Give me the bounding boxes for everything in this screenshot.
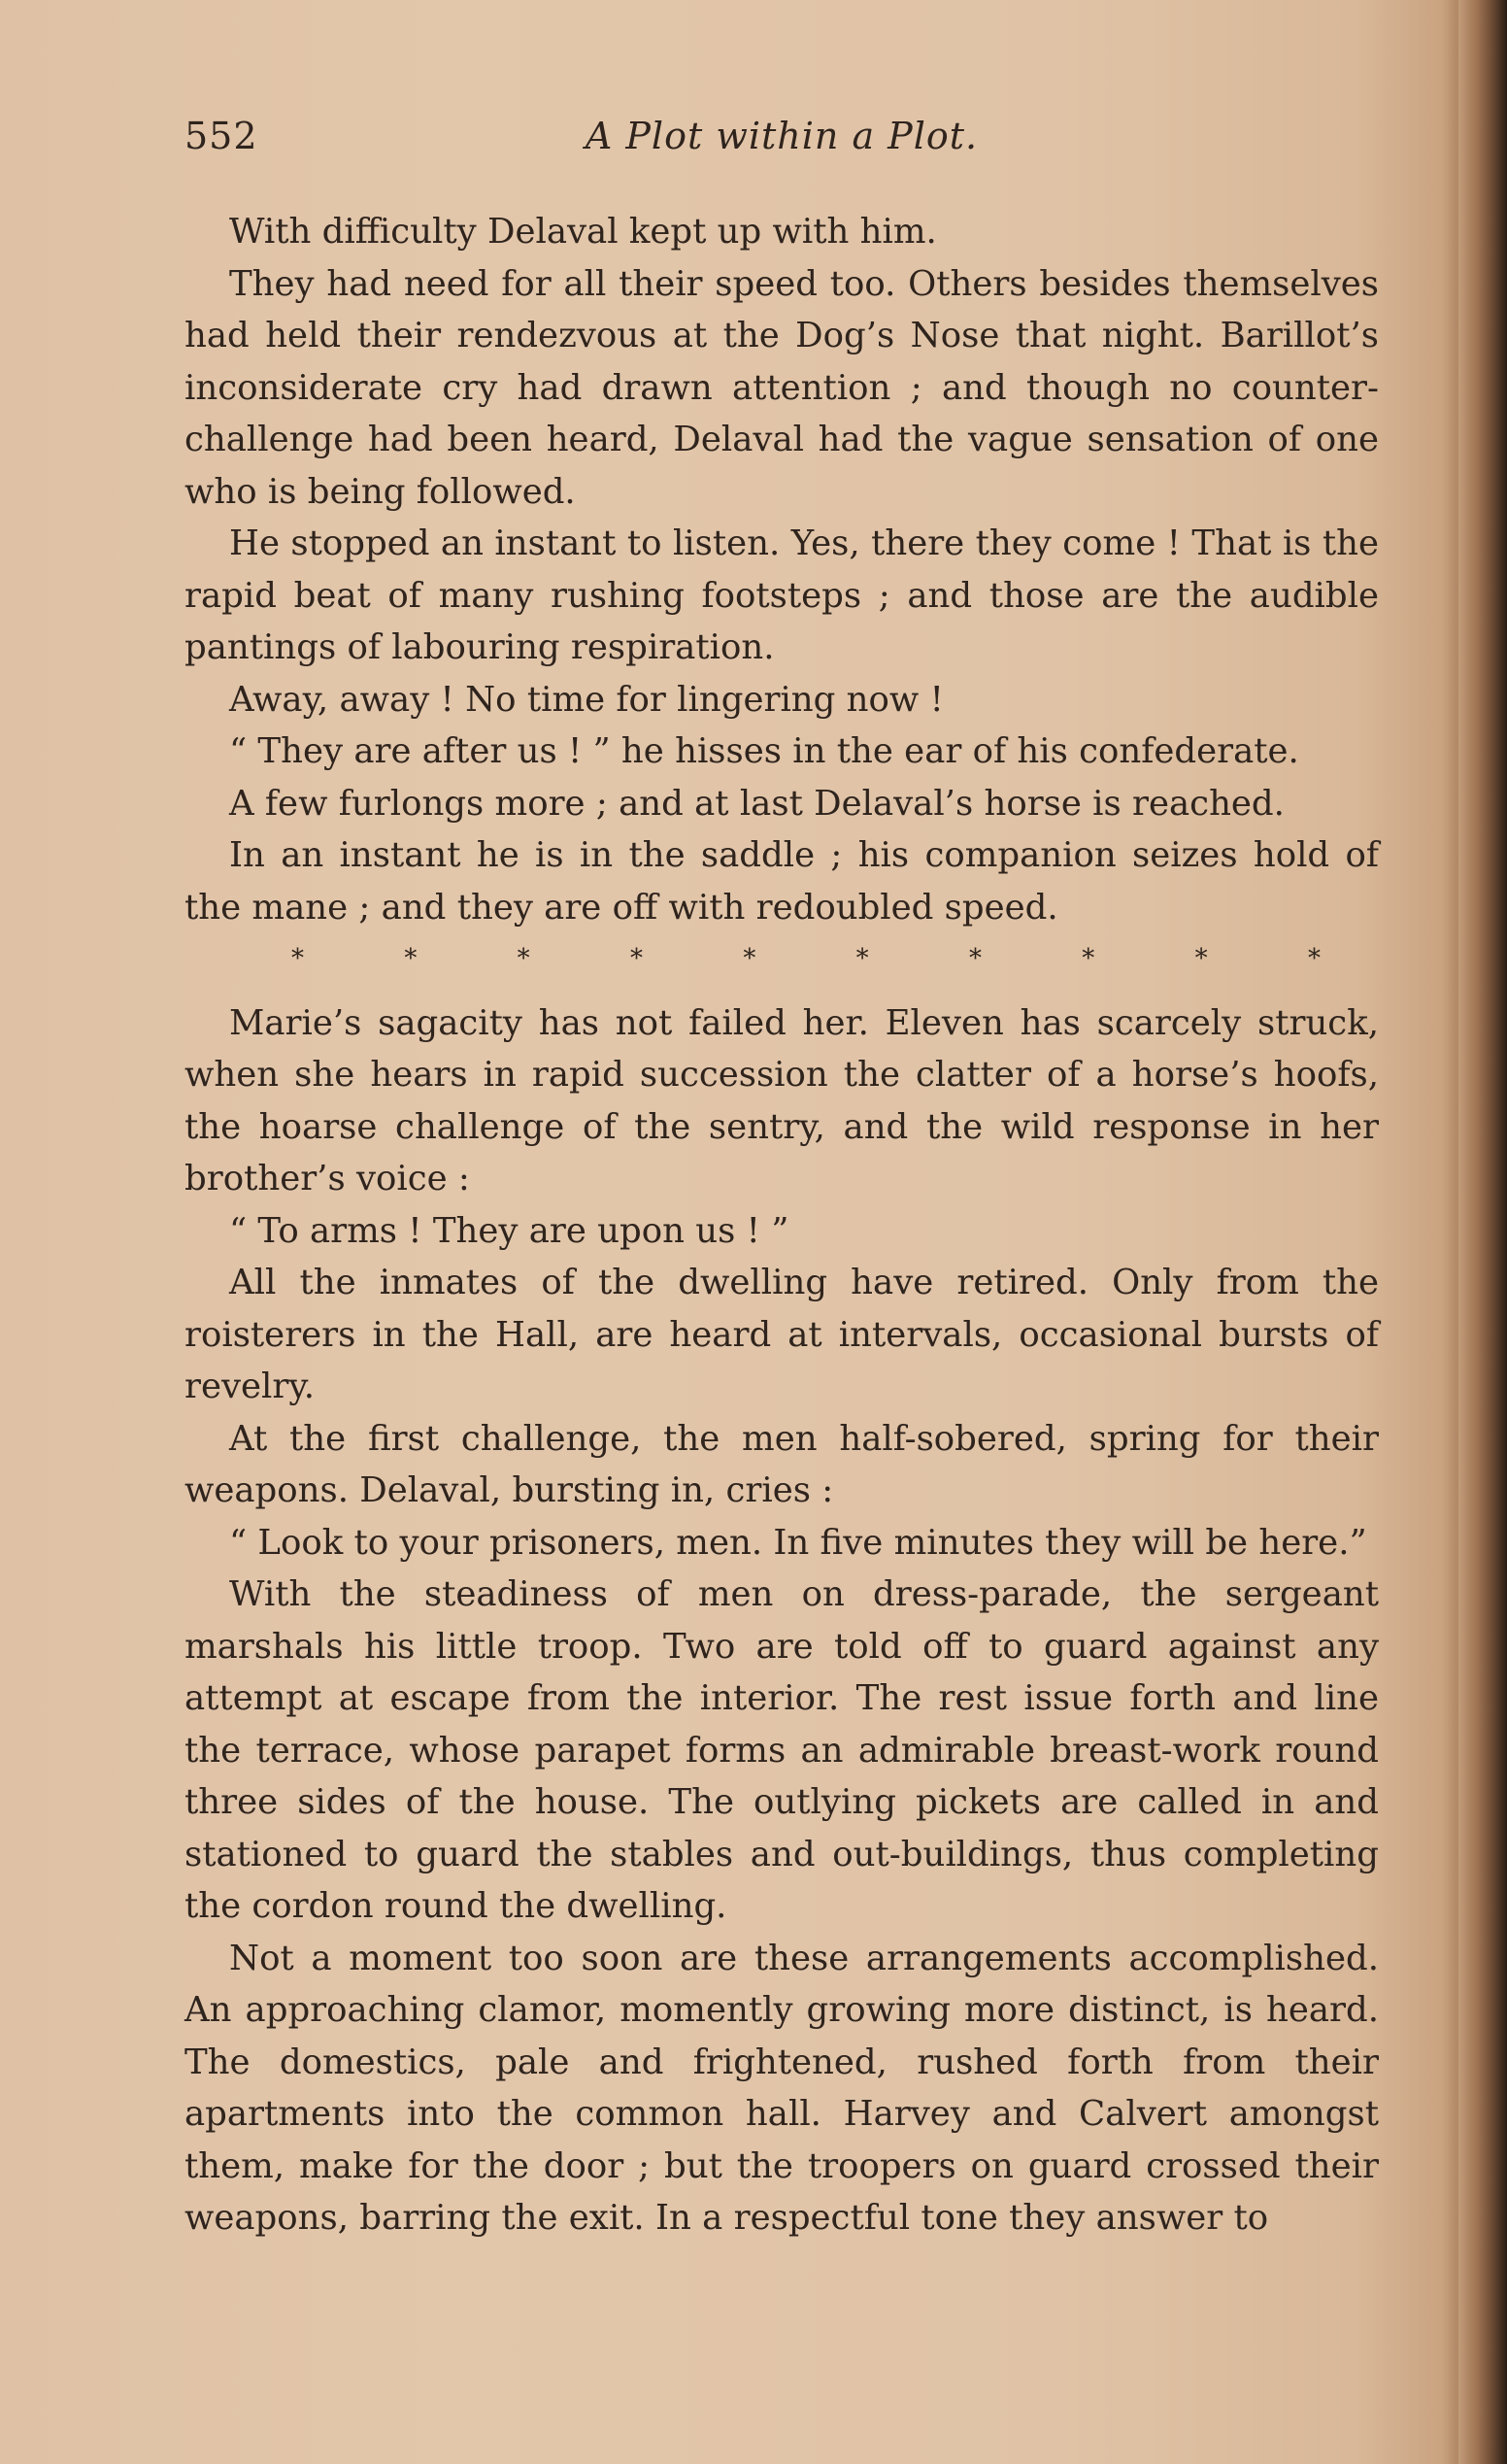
divider-star: * [743, 944, 756, 973]
running-title: A Plot within a Plot. [585, 115, 979, 157]
body-text [184, 206, 1379, 2245]
book-spine [1458, 0, 1507, 2464]
paragraph: In an instant he is in the saddle ; his companion seizes hold of the mane ; and they are off with redoubled speed. [184, 835, 1379, 928]
paragraph: Away, away ! No time for lingering now ! [229, 679, 944, 720]
paragraph: With difficulty Delaval kept up with him. [229, 212, 937, 252]
paragraph: “ Look to your prisoners, men. In five minutes they will be here.” [229, 1522, 1367, 1563]
paragraph: All the inmates of the dwelling have retired. Only from the roisterers in the Hall, are heard at intervals, occasional bursts of revelry. [184, 1263, 1379, 1406]
page-header [184, 115, 1379, 173]
page-number: 552 [184, 115, 258, 157]
paragraph: “ To arms ! They are upon us ! ” [229, 1210, 789, 1251]
paragraph: With the steadiness of men on dress-parade, the sergeant marshals his little troop. Two are told off to guard against any attempt at escape from the interior. The rest issue forth and line the terrace, whose parapet forms an admirable breast-work round three sides of the house. The outlying pickets are called in and stationed to guard the stables and out-buildings, thus completing the cordon round the dwelling. [184, 1574, 1379, 1926]
paragraph: Not a moment too soon are these arrangements accomplished. An approaching clamor, momently growing more distinct, is heard. The domestics, pale and frightened, rushed forth from their apartments into the common hall. Harvey and Calvert amongst them, make for the door ; but the troopers on guard crossed their weapons, barring the exit. In a respectful tone they answer to [184, 1938, 1379, 2238]
divider-star: * [968, 944, 982, 973]
divider-star: * [1082, 944, 1095, 973]
paragraph: He stopped an instant to listen. Yes, there they come ! That is the rapid beat of many rushing footsteps ; and those are the audible pantings of labouring respiration. [184, 523, 1379, 667]
paragraph: “ They are after us ! ” he hisses in the ear of his confederate. [229, 731, 1299, 771]
divider-star: * [517, 944, 530, 973]
divider-star: * [404, 944, 418, 973]
paragraph: They had need for all their speed too. Others besides themselves had held their rendezvous at the Dog’s Nose that night. Barillot’s inconsiderate cry had drawn attention ; and though no counter-challenge had been heard, Delaval had the vague sensation of one who is being followed. [184, 263, 1379, 512]
section-divider [184, 933, 1379, 986]
divider-star: * [855, 944, 869, 973]
divider-star: * [291, 944, 304, 973]
paragraph: Marie’s sagacity has not failed her. Eleven has scarcely struck, when she hears in rapid succession the clatter of a horse’s hoofs, the hoarse challenge of the sentry, and the wild response in her brother’s voice : [184, 1002, 1379, 1198]
page-gutter-shadow [1441, 0, 1458, 2464]
divider-star: * [1194, 944, 1208, 973]
divider-star: * [1307, 944, 1321, 973]
divider-star: * [629, 944, 643, 973]
paragraph: At the first challenge, the men half-sobered, spring for their weapons. Delaval, bursting in, cries : [184, 1418, 1379, 1510]
paragraph: A few furlongs more ; and at last Delaval’s horse is reached. [229, 783, 1285, 824]
